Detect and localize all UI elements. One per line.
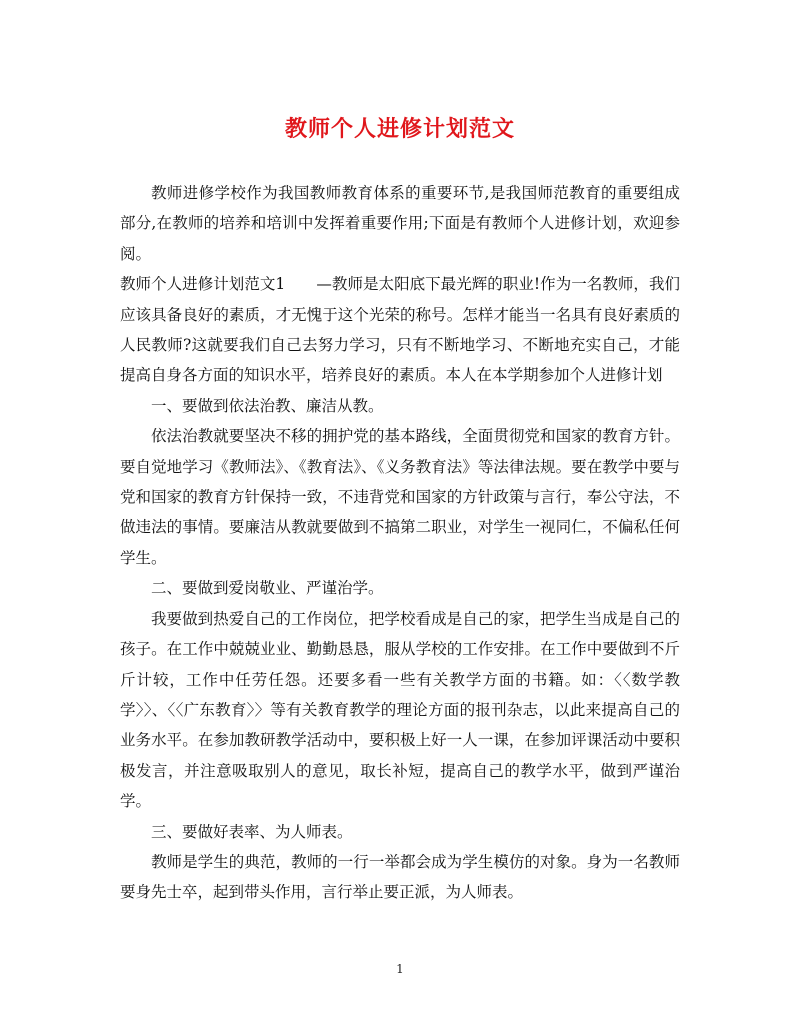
paragraph-section-3: 教师是学生的典范，教师的一行一举都会成为学生模仿的对象。身为一名教师要身先士卒，起到带头作用，言行举止要正派，为人师表。 — [120, 852, 680, 902]
section-heading-2: 二、要做到爱岗敬业、严谨治学。 — [151, 579, 384, 598]
paragraph-intro: 教师进修学校作为我国教师教育体系的重要环节,是我国师范教育的重要组成部分,在教师的培养和培训中发挥着重要作用;下面是有教师个人进修计划，欢迎参阅。 — [120, 184, 680, 263]
section-heading-3: 三、要做好表率、为人师表。 — [151, 822, 353, 841]
document-title: 教师个人进修计划范文 — [284, 116, 515, 142]
section-heading-1: 一、要做到依法治教、廉洁从教。 — [151, 396, 384, 415]
paragraph-section-2: 我要做到热爱自己的工作岗位，把学校看成是自己的家，把学生当成是自己的孩子。在工作中兢兢业业、勤勤恳恳，服从学校的工作安排。在工作中要做到不斤斤计较，工作中任劳任怨。还要多看一些有关教学方面的书籍。如：〈〈数学教学〉〉、〈〈广东教育〉〉等有关教育教学的理论方面的报刊杂志，以此来提高自己的业务水平。在参加教研教学活动中，要积极上好一人一课，在参加评课活动中要积极发言，并注意吸取别人的意见，取长补短，提高自己的教学水平，做到严谨治学。 — [120, 609, 680, 811]
page-number: 1 — [396, 962, 404, 976]
paragraph-section-1: 依法治教就要坚决不移的拥护党的基本路线，全面贯彻党和国家的教育方针。要自觉地学习《教师法》、《教育法》、《义务教育法》等法律法规。要在教学中要与党和国家的教育方针保持一致，不违背党和国家的方针政策与言行，奉公守法，不做违法的事情。要廉洁从教就要做到不搞第二职业，对学生一视同仁，不偏私任何学生。 — [120, 427, 680, 567]
paragraph-sample-1: 教师个人进修计划范文1 —教师是太阳底下最光辉的职业!作为一名教师，我们应该具备良好的素质，才无愧于这个光荣的称号。怎样才能当一名具有良好素质的人民教师?这就要我们自己去努力学习，只有不断地学习、不断地充实自己，才能提高自身各方面的知识水平，培养良好的素质。本人在本学期参加个人进修计划 — [120, 275, 680, 385]
document-body — [120, 178, 680, 908]
